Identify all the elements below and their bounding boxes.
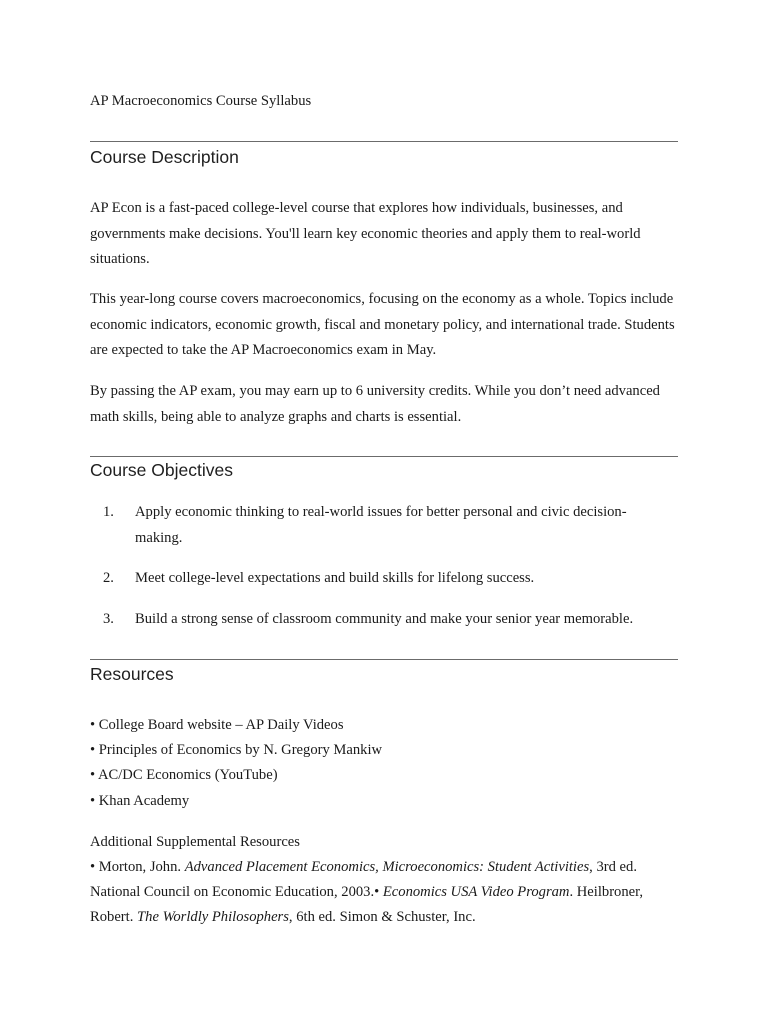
- description-paragraph-2: This year-long course covers macroeconomics, focusing on the economy as a whole. Topics include economic indicators, economic growth, fiscal and monetary policy, and international trade. Students are expected to take the AP Macroeconomics exam in May.: [90, 291, 675, 358]
- description-paragraph-1: AP Econ is a fast-paced college-level course that explores how individuals, businesses, and governments make decisions. You'll learn key economic theories and apply them to real-world situations.: [90, 200, 641, 267]
- supplemental-citation-line: [90, 905, 476, 931]
- supplemental-resources-heading: Additional Supplemental Resources: [90, 834, 300, 850]
- resource-item: • Khan Academy: [90, 793, 190, 809]
- objective-number: 3.: [103, 611, 114, 627]
- resource-item: • AC/DC Economics (YouTube): [90, 767, 278, 783]
- citation-text: Robert.: [90, 909, 138, 925]
- citation-text: , 6th ed. Simon & Schuster, Inc.: [288, 909, 476, 925]
- resource-item: • College Board website – AP Daily Videos: [90, 717, 344, 733]
- citation-title: The Worldly Philosophers: [137, 909, 289, 925]
- resources-heading: Resources: [90, 664, 174, 684]
- objective-number: 1.: [103, 504, 114, 520]
- course-description-heading: Course Description: [90, 147, 239, 167]
- citation-title: Advanced Placement Economics, Microeconomics: Student Activities: [184, 859, 590, 875]
- resource-item: • Principles of Economics by N. Gregory Mankiw: [90, 742, 383, 758]
- document-title: AP Macroeconomics Course Syllabus: [90, 93, 312, 109]
- supplemental-citation-line: [90, 855, 637, 881]
- objective-text: Build a strong sense of classroom community and make your senior year memorable.: [135, 611, 634, 627]
- citation-title: Economics USA Video Program: [382, 884, 570, 900]
- citation-text: . Heilbroner,: [569, 884, 644, 900]
- objective-number: 2.: [103, 570, 114, 586]
- section-divider: [90, 456, 678, 457]
- description-paragraph-3: By passing the AP exam, you may earn up to 6 university credits. While you don’t need advanced math skills, being able to analyze graphs and charts is essential.: [90, 383, 660, 425]
- citation-text: • Morton, John.: [90, 859, 185, 875]
- objective-text: Meet college-level expectations and build skills for lifelong success.: [135, 570, 535, 586]
- citation-text: , 3rd ed.: [589, 859, 637, 875]
- supplemental-citation-line: [90, 880, 643, 906]
- section-divider: [90, 659, 678, 660]
- citation-text: National Council on Economic Education, 2003.•: [90, 884, 383, 900]
- objective-text: Apply economic thinking to real-world issues for better personal and civic decision-making.: [135, 504, 627, 546]
- section-divider: [90, 141, 678, 142]
- course-objectives-heading: Course Objectives: [90, 460, 233, 480]
